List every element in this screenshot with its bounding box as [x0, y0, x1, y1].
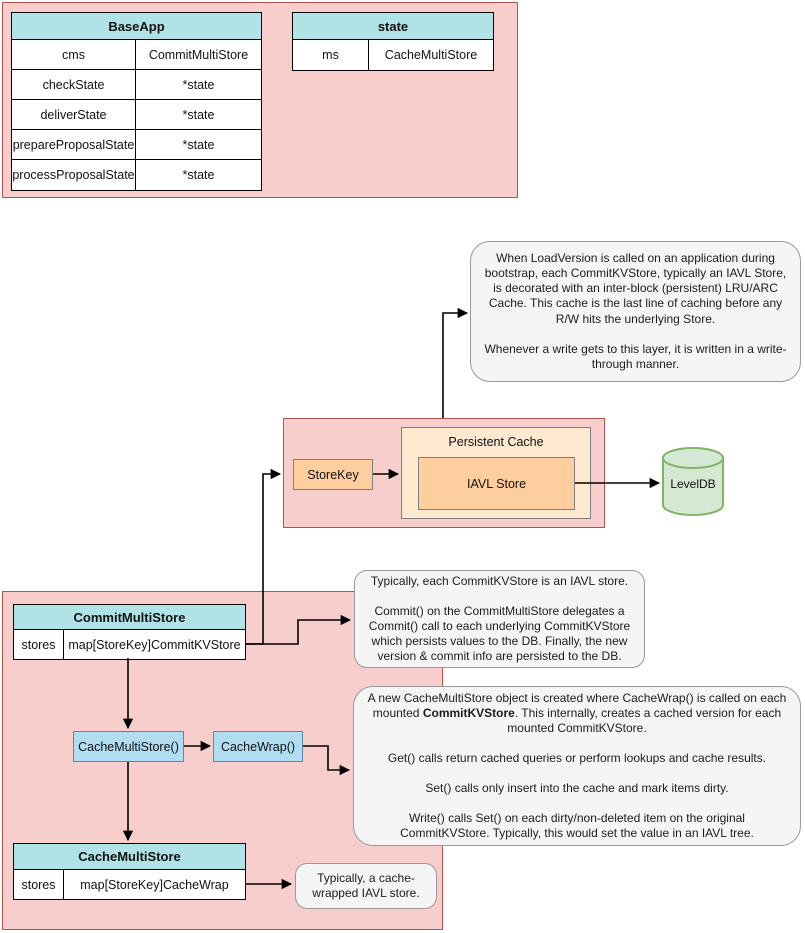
table-row	[14, 870, 245, 899]
persistent-cache-label: Persistent Cache	[448, 435, 544, 449]
note-paragraph: When LoadVersion is called on an application during bootstrap, each CommitKVStore, typically an IAVL Store, is decorated with an inter-block (persistent) LRU/ARC Cache. This cache is the last line of caching before any R/W hits the underlying Store.	[484, 251, 787, 326]
cache-wrapped-note	[295, 863, 437, 909]
connector-persistent-cache-to-load-version-note	[443, 313, 467, 418]
field-type: map[StoreKey]CommitKVStore	[68, 637, 241, 652]
table-row	[12, 70, 261, 100]
field-type: *state	[182, 168, 215, 182]
cache-multi-store-title: CacheMultiStore	[14, 844, 245, 870]
cache-wrap-fn-label: CacheWrap()	[220, 739, 296, 754]
state-table-title: state	[293, 13, 493, 40]
field-name: prepareProposalState	[12, 130, 136, 159]
note-paragraph: Get() calls return cached queries or perform lookups and cache results.	[387, 750, 767, 765]
table-row	[14, 630, 245, 659]
note-paragraph: Set() calls only insert into the cache and mark items dirty.	[425, 781, 729, 796]
field-type: *state	[182, 107, 215, 122]
field-name: deliverState	[12, 100, 136, 129]
table-row	[293, 40, 493, 70]
leveldb-cylinder	[661, 446, 725, 518]
field-name: processProposalState	[12, 160, 136, 190]
table-row	[12, 130, 261, 160]
field-type: *state	[182, 137, 215, 152]
note-paragraph: Typically, a cache-wrapped IAVL store.	[312, 870, 420, 900]
table-row	[12, 40, 261, 70]
note-paragraph: Whenever a write gets to this layer, it is written in a write-through manner.	[484, 341, 787, 371]
note-paragraph: Commit() on the CommitMultiStore delegates a Commit() call to each underlying CommitKVStore which persists values to the DB. Finally, the new version & commit info are persisted to the DB.	[368, 603, 631, 664]
commit-multi-store-table	[13, 604, 246, 660]
field-name: ms	[293, 40, 369, 70]
field-name: checkState	[12, 70, 136, 99]
cache-wrap-note	[353, 686, 801, 846]
commit-note	[354, 570, 645, 668]
table-row	[12, 160, 261, 190]
field-type: map[StoreKey]CacheWrap	[80, 877, 229, 892]
note-paragraph: Typically, each CommitKVStore is an IAVL store.	[370, 573, 629, 588]
field-type: CacheMultiStore	[384, 48, 478, 62]
cache-multi-store-fn-box	[73, 731, 184, 762]
leveldb-label: LevelDB	[670, 477, 716, 491]
baseapp-table	[11, 12, 262, 191]
cache-wrap-fn-box	[213, 731, 303, 762]
table-row	[12, 100, 261, 130]
commit-multi-store-title: CommitMultiStore	[14, 605, 245, 630]
cache-multi-store-table	[13, 843, 246, 900]
iavl-store-box	[418, 457, 575, 510]
note-paragraph: A new CacheMultiStore object is created where CacheWrap() is called on each mounted CommitKVStore. This internally, creates a cached version for each mounted CommitKVStore.	[367, 690, 787, 735]
store-key-label: StoreKey	[307, 467, 359, 482]
field-name: stores	[14, 870, 64, 899]
store-key-box	[293, 459, 373, 490]
load-version-note	[470, 241, 801, 382]
leveldb-cylinder-top	[663, 448, 723, 468]
cache-multi-store-fn-label: CacheMultiStore()	[78, 739, 179, 754]
field-type: CommitMultiStore	[148, 47, 249, 62]
field-name: stores	[14, 630, 64, 659]
note-paragraph: Write() calls Set() on each dirty/non-deleted item on the original CommitKVStore. Typically, this would set the value in an IAVL tree.	[400, 811, 754, 841]
iavl-store-label: IAVL Store	[466, 476, 527, 491]
state-table	[292, 12, 494, 71]
baseapp-table-title: BaseApp	[12, 13, 261, 40]
field-type: *state	[182, 77, 215, 92]
field-name: cms	[12, 40, 136, 69]
